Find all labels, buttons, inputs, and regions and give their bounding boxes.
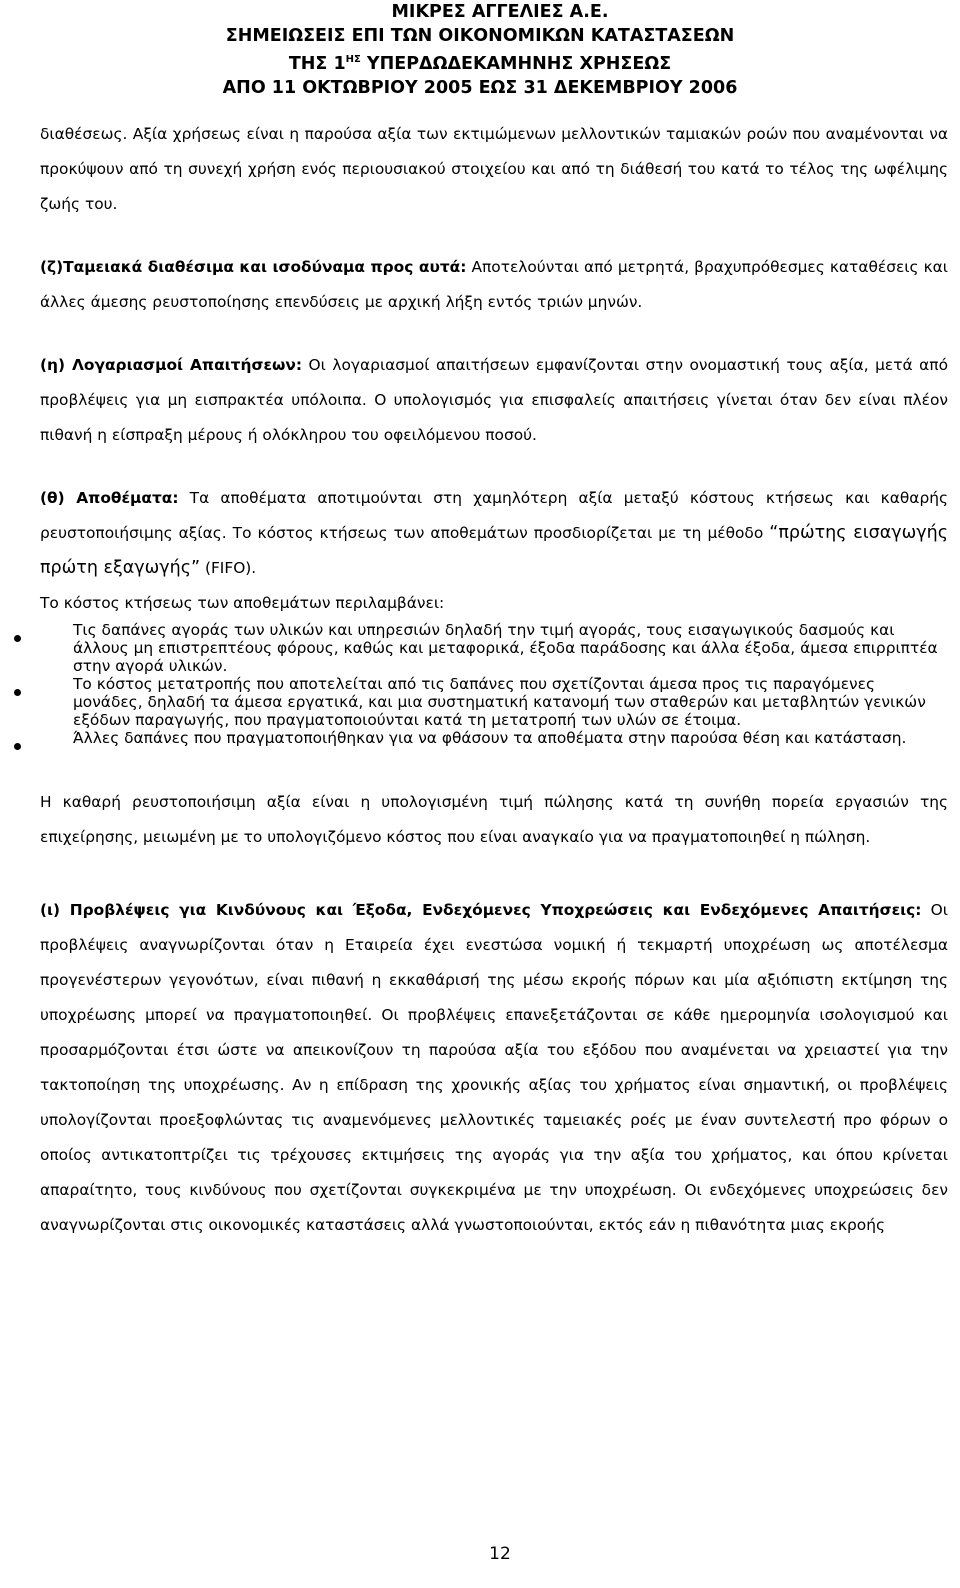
section-h-heading: (η) Λογαριασμοί Απαιτήσεων: (40, 356, 303, 374)
document-body (40, 117, 948, 1243)
period-line: ΑΠΟ 11 ΟΚΤΩΒΡΙΟΥ 2005 ΕΩΣ 31 ΔΕΚΕΜΒΡΙΟΥ 2006 (222, 77, 738, 98)
section-i: (ι) Προβλέψεις για Κινδύνους και Έξοδα, Ενδεχόμενες Υποχρεώσεις και Ενδεχόμενες Απαιτήσεις: Οι προβλέψεις αναγνωρίζονται όταν η Εταιρεία έχει ενεστώσα νομική ή τεκμαρτή υποχρέωση ως αποτέλεσμα προγενέστερων γεγονότων, είναι πιθανή η εκκαθάρισή της μέσω εκροής πόρων και μία αξιόπιστη εκτίμηση της υποχρέωσης μπορεί να πραγματοποιηθεί. Οι προβλέψεις επανεξετάζονται σε κάθε ημερομηνία ισολογισμού και προσαρμόζονται έτσι ώστε να απεικονίζουν τη παρούσα αξία του εξόδου που αναμένεται να χρειαστεί για την τακτοποίηση της υποχρέωσης. Αν η επίδραση της χρονικής αξίας του χρήματος είναι σημαντική, οι προβλέψεις υπολογίζονται προεξοφλώντας τις αναμενόμενες μελλοντικές ταμειακές ροές με έναν συντελεστή προ φόρων ο οποίος αντικατοπτρίζει τις τρέχουσες εκτιμήσεις της αγοράς για την αξία του χρήματος, και όπου κρίνεται απαραίτητο, τους κινδύνους που σχετίζονται συγκεκριμένα με την υποχρέωση. Οι ενδεχόμενες υποχρεώσεις δεν αναγνωρίζονται στις οικονομικές καταστάσεις αλλά γνωστοποιούνται, εκτός εάν η πιθανότητα μιας εκροής (40, 901, 948, 1234)
fiscal-year-line: ΤΗΣ $1^{H\Sigma}$ ΥΠΕΡΔΩΔΕΚΑΜΗΝΗΣ ΧΡΗΣΕΩΣ (288, 53, 672, 74)
list-item: Άλλες δαπάνες που πραγματοποιήθηκαν για να φθάσουν τα αποθέματα στην παρούσα θέση και κατάσταση. (40, 729, 948, 747)
page-header (0, 0, 960, 100)
bullet-icon (14, 743, 21, 750)
page-number: 12 (489, 1544, 511, 1564)
section-i-heading: (ι) Προβλέψεις για Κινδύνους και Έξοδα, Ενδεχόμενες Υποχρεώσεις και Ενδεχόμενες Απαιτήσεις: (40, 901, 922, 919)
section-th: (θ) Αποθέματα: Τα αποθέματα αποτιμούνται στη χαμηλότερη αξία μεταξύ κόστους κτήσεως και καθαρής ρευστοποιήσιμης αξίας. Το κόστος κτήσεως των αποθεμάτων προσδιορίζεται με τη μέθοδο “πρώτης εισαγωγής πρώτη εξαγωγής” (FIFO). (40, 489, 949, 578)
company-name: ΜΙΚΡΕΣ ΑΓΓΕΛΙΕΣ Α.Ε. (391, 2, 609, 22)
section-z: (ζ)Ταμειακά διαθέσιμα και ισοδύναμα προς αυτά: Αποτελούνται από μετρητά, βραχυπρόθεσμες καταθέσεις και άλλες άμεσης ρευστοποίησης επενδύσεις με αρχική λήξη εντός τριών μηνών. (40, 258, 948, 311)
section-h: (η) Λογαριασμοί Απαιτήσεων: Οι λογαριασμοί απαιτήσεων εμφανίζονται στην ονομαστική τους αξία, μετά από προβλέψεις για μη εισπρακτέα υπόλοιπα. Ο υπολογισμός για επισφαλείς απαιτήσεις γίνεται όταν δεν είναι πλέον πιθανή η είσπραξη μέρους ή ολόκληρου του οφειλόμενου ποσού. (40, 356, 948, 444)
cost-components-list (40, 621, 948, 747)
section-z-heading: (ζ)Ταμειακά διαθέσιμα και ισοδύναμα προς αυτά: (40, 258, 467, 276)
section-th-intro: Το κόστος κτήσεως των αποθεμάτων περιλαμβάνει: (40, 594, 445, 612)
paragraph-continuation: διαθέσεως. Αξία χρήσεως είναι η παρούσα αξία των εκτιμώμενων μελλοντικών ταμιακών ροών που αναμένονται να προκύψουν από τη συνεχή χρήση ενός περιουσιακού στοιχείου και από τη διάθεσή του κατά το τέλος της ωφέλιμης ζωής του. (40, 125, 948, 213)
document-title: ΣΗΜΕΙΩΣΕΙΣ ΕΠΙ ΤΩΝ ΟΙΚΟΝΟΜΙΚΩΝ ΚΑΤΑΣΤΑΣΕΩΝ (225, 26, 735, 46)
net-realisable-value-paragraph: Η καθαρή ρευστοποιήσιμη αξία είναι η υπολογισμένη τιμή πώλησης κατά τη συνήθη πορεία εργασιών της επιχείρησης, μειωμένη με το υπολογιζόμενο κόστος που είναι αναγκαίο για να πραγματοποιηθεί η πώληση. (40, 793, 948, 846)
list-item: Τις δαπάνες αγοράς των υλικών και υπηρεσιών δηλαδή την τιμή αγοράς, τους εισαγωγικούς δασμούς και άλλους μη επιστρεπτέους φόρους, καθώς και μεταφορικά, έξοδα παράδοσης και άλλα έξοδα, άμεσα επιρριπτέα στην αγορά υλικών. (40, 621, 948, 675)
list-item: Το κόστος μετατροπής που αποτελείται από τις δαπάνες που σχετίζονται άμεσα προς τις παραγόμενες μονάδες, δηλαδή τα άμεσα εργατικά, και μια συστηματική κατανομή των σταθερών και μεταβλητών γενικών εξόδων παραγωγής, που πραγματοποιούνται κατά τη μετατροπή των υλών σε έτοιμα. (40, 675, 948, 729)
bullet-icon (14, 635, 21, 642)
section-th-heading: (θ) Αποθέματα: (40, 489, 179, 507)
bullet-icon (14, 689, 21, 696)
